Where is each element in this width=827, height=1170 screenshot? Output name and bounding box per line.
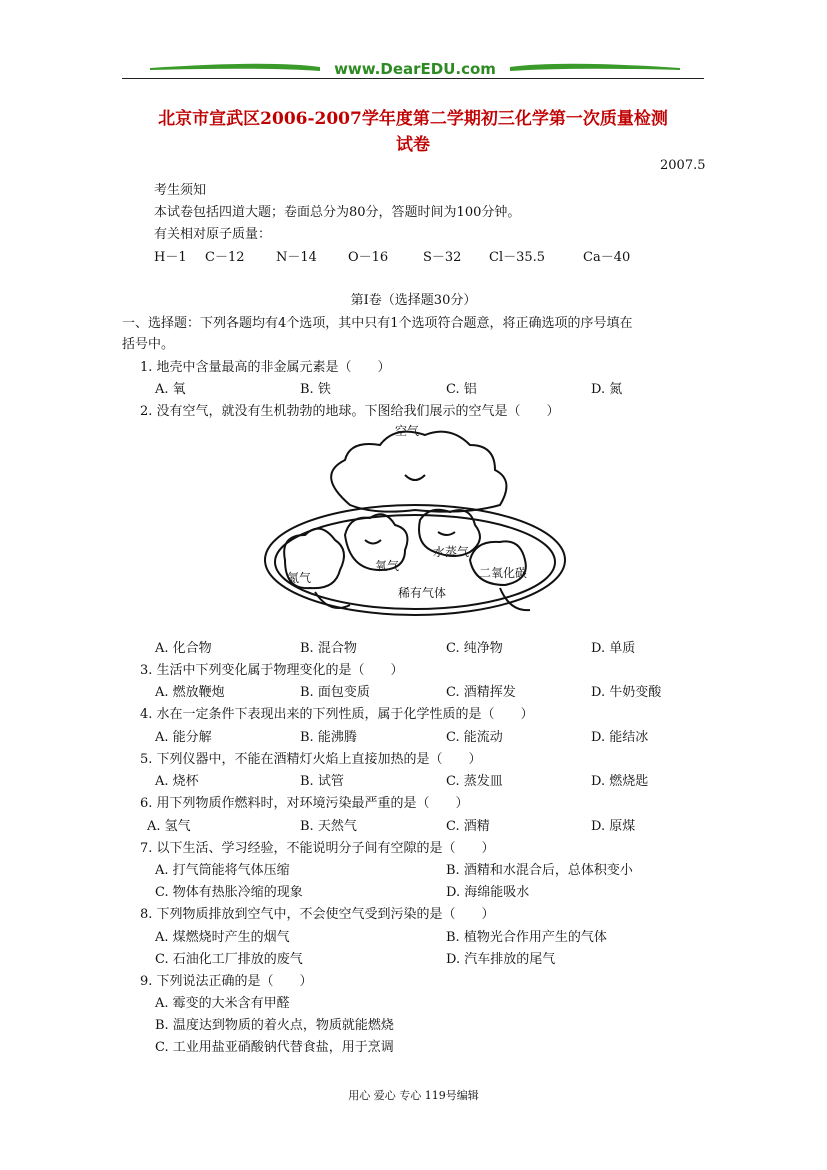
option: C. 石油化工厂排放的废气	[155, 952, 303, 967]
question-stem: 4. 水在一定条件下表现出来的下列性质，属于化学性质的是（ ）	[140, 707, 534, 722]
question-stem: 3. 生活中下列变化属于物理变化的是（ ）	[140, 663, 404, 678]
atomic-mass: Cl－35.5	[489, 250, 546, 265]
option: B. 植物光合作用产生的气体	[446, 930, 607, 945]
option: B. 能沸腾	[300, 730, 357, 745]
option: A. 能分解	[155, 730, 212, 745]
atomic-mass: S－32	[423, 250, 462, 265]
option: C. 蒸发皿	[446, 774, 503, 789]
option: B. 天然气	[300, 819, 357, 834]
header-rule	[122, 78, 704, 79]
question-stem: 2. 没有空气，就没有生机勃勃的地球。下图给我们展示的空气是（ ）	[140, 404, 560, 419]
question-stem: 1. 地壳中含量最高的非金属元素是（ ）	[140, 360, 391, 375]
question-stem: 5. 下列仪器中，不能在酒精灯火焰上直接加热的是（ ）	[140, 752, 482, 767]
atomic-mass: O－16	[348, 250, 389, 265]
part-title: 第Ⅰ卷（选择题30分）	[350, 293, 477, 308]
option: A. 氢气	[147, 819, 191, 834]
option: B. 混合物	[300, 641, 357, 656]
option: D. 能结冰	[591, 730, 649, 745]
air-illustration	[255, 420, 575, 630]
option: C. 铝	[446, 382, 477, 397]
atomic-mass: N－14	[276, 250, 317, 265]
option: C. 酒精	[446, 819, 490, 834]
notice-line: 本试卷包括四道大题；卷面总分为80分，答题时间为100分钟。	[154, 205, 521, 220]
option: A. 烧杯	[155, 774, 199, 789]
question-stem: 9. 下列说法正确的是（ ）	[140, 974, 313, 989]
option: B. 温度达到物质的着火点，物质就能燃烧	[155, 1018, 394, 1033]
option: D. 单质	[591, 641, 636, 656]
option: D. 燃烧匙	[591, 774, 649, 789]
option: A. 煤燃烧时产生的烟气	[155, 930, 290, 945]
option: B. 铁	[300, 382, 331, 397]
option: A. 化合物	[155, 641, 212, 656]
option: C. 纯净物	[446, 641, 503, 656]
page-footer: 用心 爱心 专心 119号编辑	[348, 1089, 479, 1102]
option: D. 牛奶变酸	[591, 685, 662, 700]
section-intro: 一、选择题：下列各题均有4个选项，其中只有1个选项符合题意，将正确选项的序号填在	[122, 316, 633, 331]
question-stem: 6. 用下列物质作燃料时，对环境污染最严重的是（ ）	[140, 796, 469, 811]
atomic-mass: H－1	[154, 250, 187, 265]
notice-heading: 考生须知	[154, 183, 207, 198]
question-stem: 7. 以下生活、学习经验，不能说明分子间有空隙的是（ ）	[140, 841, 495, 856]
figure-label: 氮气	[287, 571, 312, 585]
exam-title-line2: 试卷	[396, 135, 430, 155]
option: A. 霉变的大米含有甲醛	[155, 996, 290, 1011]
option: D. 汽车排放的尾气	[446, 952, 556, 967]
option: D. 氮	[591, 382, 623, 397]
figure-label: 稀有气体	[398, 586, 447, 600]
exam-date: 2007.5	[660, 158, 706, 173]
option: D. 原煤	[591, 819, 636, 834]
option: C. 能流动	[446, 730, 503, 745]
option: D. 海绵能吸水	[446, 885, 530, 900]
figure-label: 二氧化碳	[479, 566, 528, 580]
option: C. 酒精挥发	[446, 685, 516, 700]
option: C. 物体有热胀冷缩的现象	[155, 885, 303, 900]
figure-label: 水蒸气	[433, 545, 470, 559]
question-stem: 8. 下列物质排放到空气中，不会使空气受到污染的是（ ）	[140, 907, 495, 922]
atomic-mass: Ca－40	[583, 250, 631, 265]
site-name: www.DearEDU.com	[334, 60, 496, 78]
atomic-mass: C－12	[205, 250, 245, 265]
air-cloud	[331, 432, 506, 512]
site-banner	[150, 58, 680, 80]
option: A. 燃放鞭炮	[155, 685, 225, 700]
option: B. 试管	[300, 774, 344, 789]
option: A. 氧	[155, 382, 186, 397]
section-intro: 括号中。	[122, 337, 175, 352]
option: B. 酒精和水混合后，总体积变小	[446, 863, 633, 878]
option: A. 打气筒能将气体压缩	[155, 863, 290, 878]
notice-line: 有关相对原子质量：	[154, 227, 272, 242]
figure-label: 氧气	[375, 559, 400, 573]
option: C. 工业用盐亚硝酸钠代替食盐，用于烹调	[155, 1040, 394, 1055]
figure-label-air: 空气	[395, 424, 420, 438]
exam-title: 北京市宣武区2006-2007学年度第二学期初三化学第一次质量检测	[158, 109, 668, 129]
option: B. 面包变质	[300, 685, 370, 700]
